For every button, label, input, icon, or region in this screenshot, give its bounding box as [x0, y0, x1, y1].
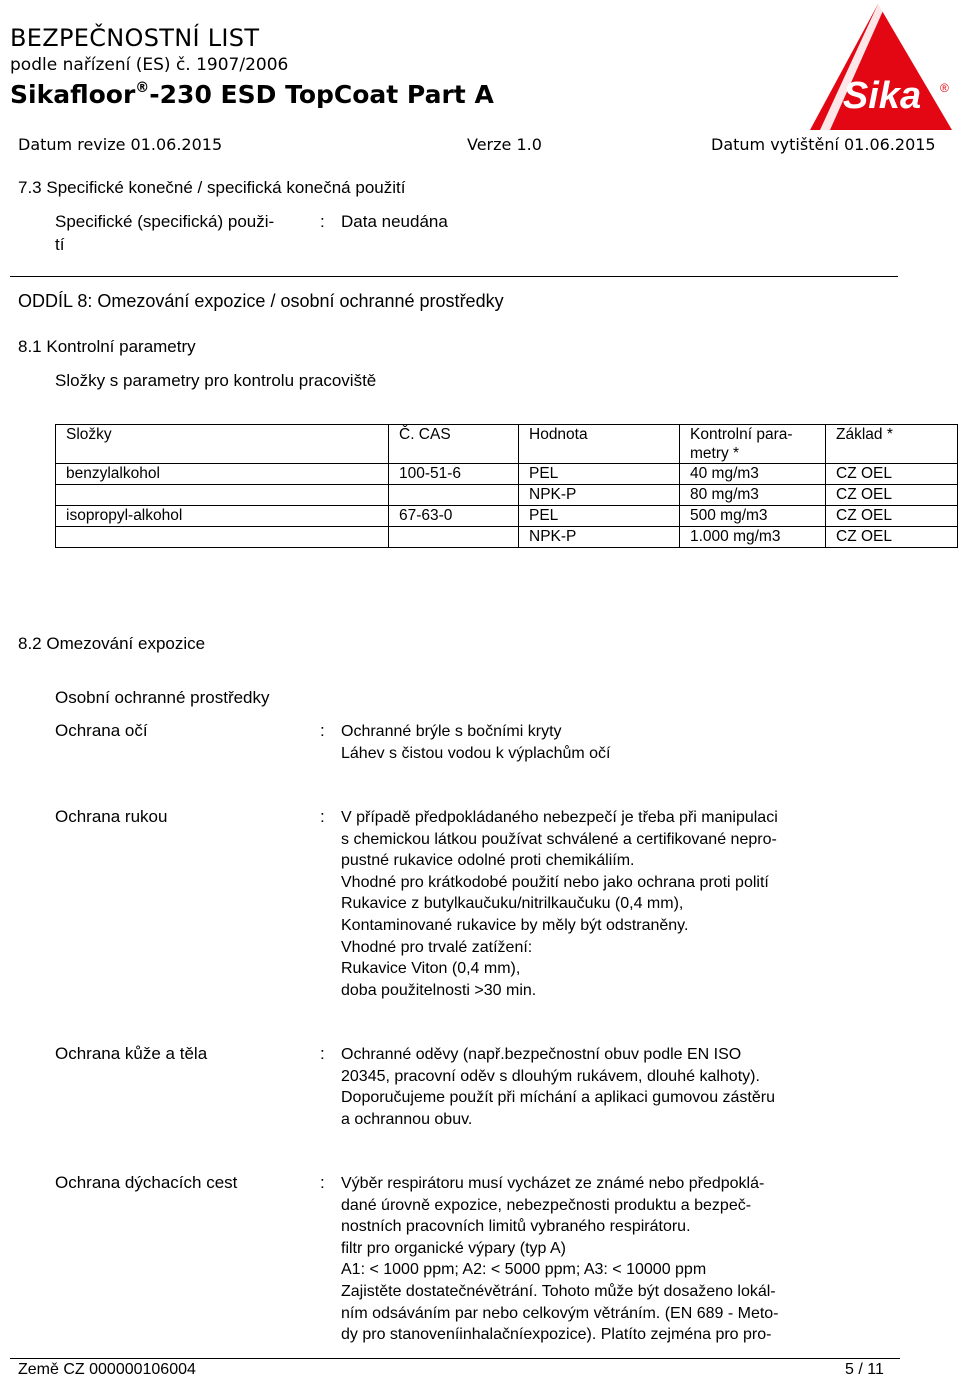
table-cell: NPK-P — [519, 527, 680, 548]
text-line: Ochranné oděvy (např.bezpečnostní obuv podle EN ISO — [341, 1046, 742, 1063]
text-line: filtr pro organické výpary (typ A) — [341, 1239, 566, 1257]
eye-protection-text — [341, 721, 901, 764]
colon: : — [320, 721, 325, 740]
text-line: A1: < 1000 ppm; A2: < 5000 ppm; A3: < 10000 ppm — [341, 1261, 707, 1279]
text-line: a ochrannou obuv. — [341, 1110, 473, 1128]
sika-logo-text: Sika — [842, 75, 922, 117]
table-cell: 1.000 mg/m3 — [680, 527, 826, 548]
section-8-1-heading: 8.1 Kontrolní parametry — [18, 337, 196, 356]
skin-protection-text — [341, 1044, 901, 1130]
registered-mark: ® — [135, 79, 150, 96]
version: Verze 1.0 — [467, 135, 542, 154]
product-name-main: Sikafloor — [10, 80, 136, 109]
table-cell: CZ OEL — [826, 464, 958, 485]
table-cell: PEL — [519, 506, 680, 527]
text-line: Výběr respirátoru musí vycházet ze známé nebo předpoklá- — [341, 1175, 765, 1192]
table-cell: 67-63-0 — [389, 506, 519, 527]
table-cell — [56, 527, 389, 548]
text-line: V případě předpokládaného nebezpečí je třeba při manipulaci — [341, 809, 778, 826]
table-cell — [389, 527, 519, 548]
section-8-2-heading: 8.2 Omezování expozice — [18, 634, 206, 653]
table-header-cell: Kontrolní para- metry * — [680, 425, 826, 464]
text-line: Rukavice z butylkaučuku/nitrilkaučuku (0,4 mm), — [341, 895, 684, 913]
text-line: Láhev s čistou vodou k výplachům očí — [341, 744, 611, 762]
table-header-cell: Složky — [56, 425, 389, 464]
text-line: 20345, pracovní oděv s dlouhým rukávem, dlouhé kalhoty). — [341, 1067, 760, 1085]
page-number: 5 / 11 — [845, 1361, 884, 1378]
text-line: Vhodné pro krátkodobé použití nebo jako ochrana proti polití — [341, 873, 769, 891]
table-cell: CZ OEL — [826, 527, 958, 548]
table-row — [56, 464, 958, 485]
table-cell: PEL — [519, 464, 680, 485]
eye-protection-label: Ochrana očí — [55, 721, 148, 740]
table-row — [56, 485, 958, 506]
product-name-suffix: -230 ESD TopCoat Part A — [149, 80, 494, 109]
text-line: Zajistěte dostatečnévětrání. Tohoto může být dosaženo lokál- — [341, 1282, 776, 1300]
text-line: Kontaminované rukavice by měly být odstraněny. — [341, 916, 689, 934]
product-name — [10, 80, 494, 109]
text-line: Vhodné pro trvalé zatížení: — [341, 938, 533, 956]
hand-protection-text — [341, 807, 901, 1001]
colon: : — [320, 1173, 325, 1192]
text-line: ním odsáváním par nebo celkovým větráním. (EN 689 - Meto- — [341, 1304, 779, 1322]
text-line: Doporučujeme použít při míchání a aplikaci gumovou zástěru — [341, 1089, 775, 1107]
control-parameters-table — [55, 424, 958, 548]
table-cell — [389, 485, 519, 506]
table-cell — [56, 485, 389, 506]
table-cell: 80 mg/m3 — [680, 485, 826, 506]
text-line: nostních pracovních limitů vybraného respirátoru. — [341, 1218, 691, 1236]
section-7-3-heading: 7.3 Specifické konečné / specifická konečná použití — [18, 178, 406, 197]
table-header-cell: Č. CAS — [389, 425, 519, 464]
print-date: Datum vytištění 01.06.2015 — [711, 135, 936, 154]
sika-logo — [790, 0, 960, 135]
specific-use-label-line1: Specifické (specifická) použi- — [55, 212, 275, 231]
table-cell: CZ OEL — [826, 485, 958, 506]
skin-protection-label: Ochrana kůže a těla — [55, 1044, 208, 1063]
table-header-cell: Hodnota — [519, 425, 680, 464]
table-cell: 100-51-6 — [389, 464, 519, 485]
text-line: dané úrovně expozice, nebezpečnosti produktu a bezpeč- — [341, 1196, 752, 1214]
respiratory-protection-text — [341, 1173, 901, 1346]
specific-use-value: Data neudána — [341, 212, 448, 231]
table-cell: 40 mg/m3 — [680, 464, 826, 485]
section-divider — [10, 276, 898, 277]
colon: : — [320, 212, 325, 231]
text-line: Rukavice Viton (0,4 mm), — [341, 960, 521, 978]
colon: : — [320, 1044, 325, 1063]
colon: : — [320, 807, 325, 826]
components-caption: Složky s parametry pro kontrolu pracoviště — [55, 371, 377, 390]
text-line: pustné rukavice odolné proti chemikáliím. — [341, 852, 635, 870]
table-cell: isopropyl-alkohol — [56, 506, 389, 527]
table-cell: NPK-P — [519, 485, 680, 506]
document-title: BEZPEČNOSTNÍ LIST — [10, 24, 260, 52]
text-line: doba použitelnosti >30 min. — [341, 981, 537, 999]
footer-country-code: Země CZ 000000106004 — [18, 1361, 196, 1378]
sika-logo-reg: ® — [940, 81, 949, 95]
footer-divider — [10, 1358, 900, 1359]
revision-date: Datum revize 01.06.2015 — [18, 135, 223, 154]
table-cell: benzylalkohol — [56, 464, 389, 485]
table-header-cell: Základ * — [826, 425, 958, 464]
table-row — [56, 506, 958, 527]
specific-use-label-line2: tí — [55, 235, 65, 254]
text-line: dy pro stanoveníinhalačníexpozice). Platíto zejména pro pro- — [341, 1326, 772, 1344]
table-header-row — [56, 425, 958, 464]
hand-protection-label: Ochrana rukou — [55, 807, 168, 826]
text-line: Ochranné brýle s bočními kryty — [341, 723, 562, 740]
table-cell: CZ OEL — [826, 506, 958, 527]
table-cell: 500 mg/m3 — [680, 506, 826, 527]
section-8-heading: ODDÍL 8: Omezování expozice / osobní ochranné prostředky — [18, 291, 504, 311]
text-line: s chemickou látkou používat schválené a certifikované nepro- — [341, 830, 777, 848]
table-row — [56, 527, 958, 548]
respiratory-protection-label: Ochrana dýchacích cest — [55, 1173, 238, 1192]
regulation-line: podle nařízení (ES) č. 1907/2006 — [10, 55, 289, 75]
ppe-heading: Osobní ochranné prostředky — [55, 688, 270, 707]
